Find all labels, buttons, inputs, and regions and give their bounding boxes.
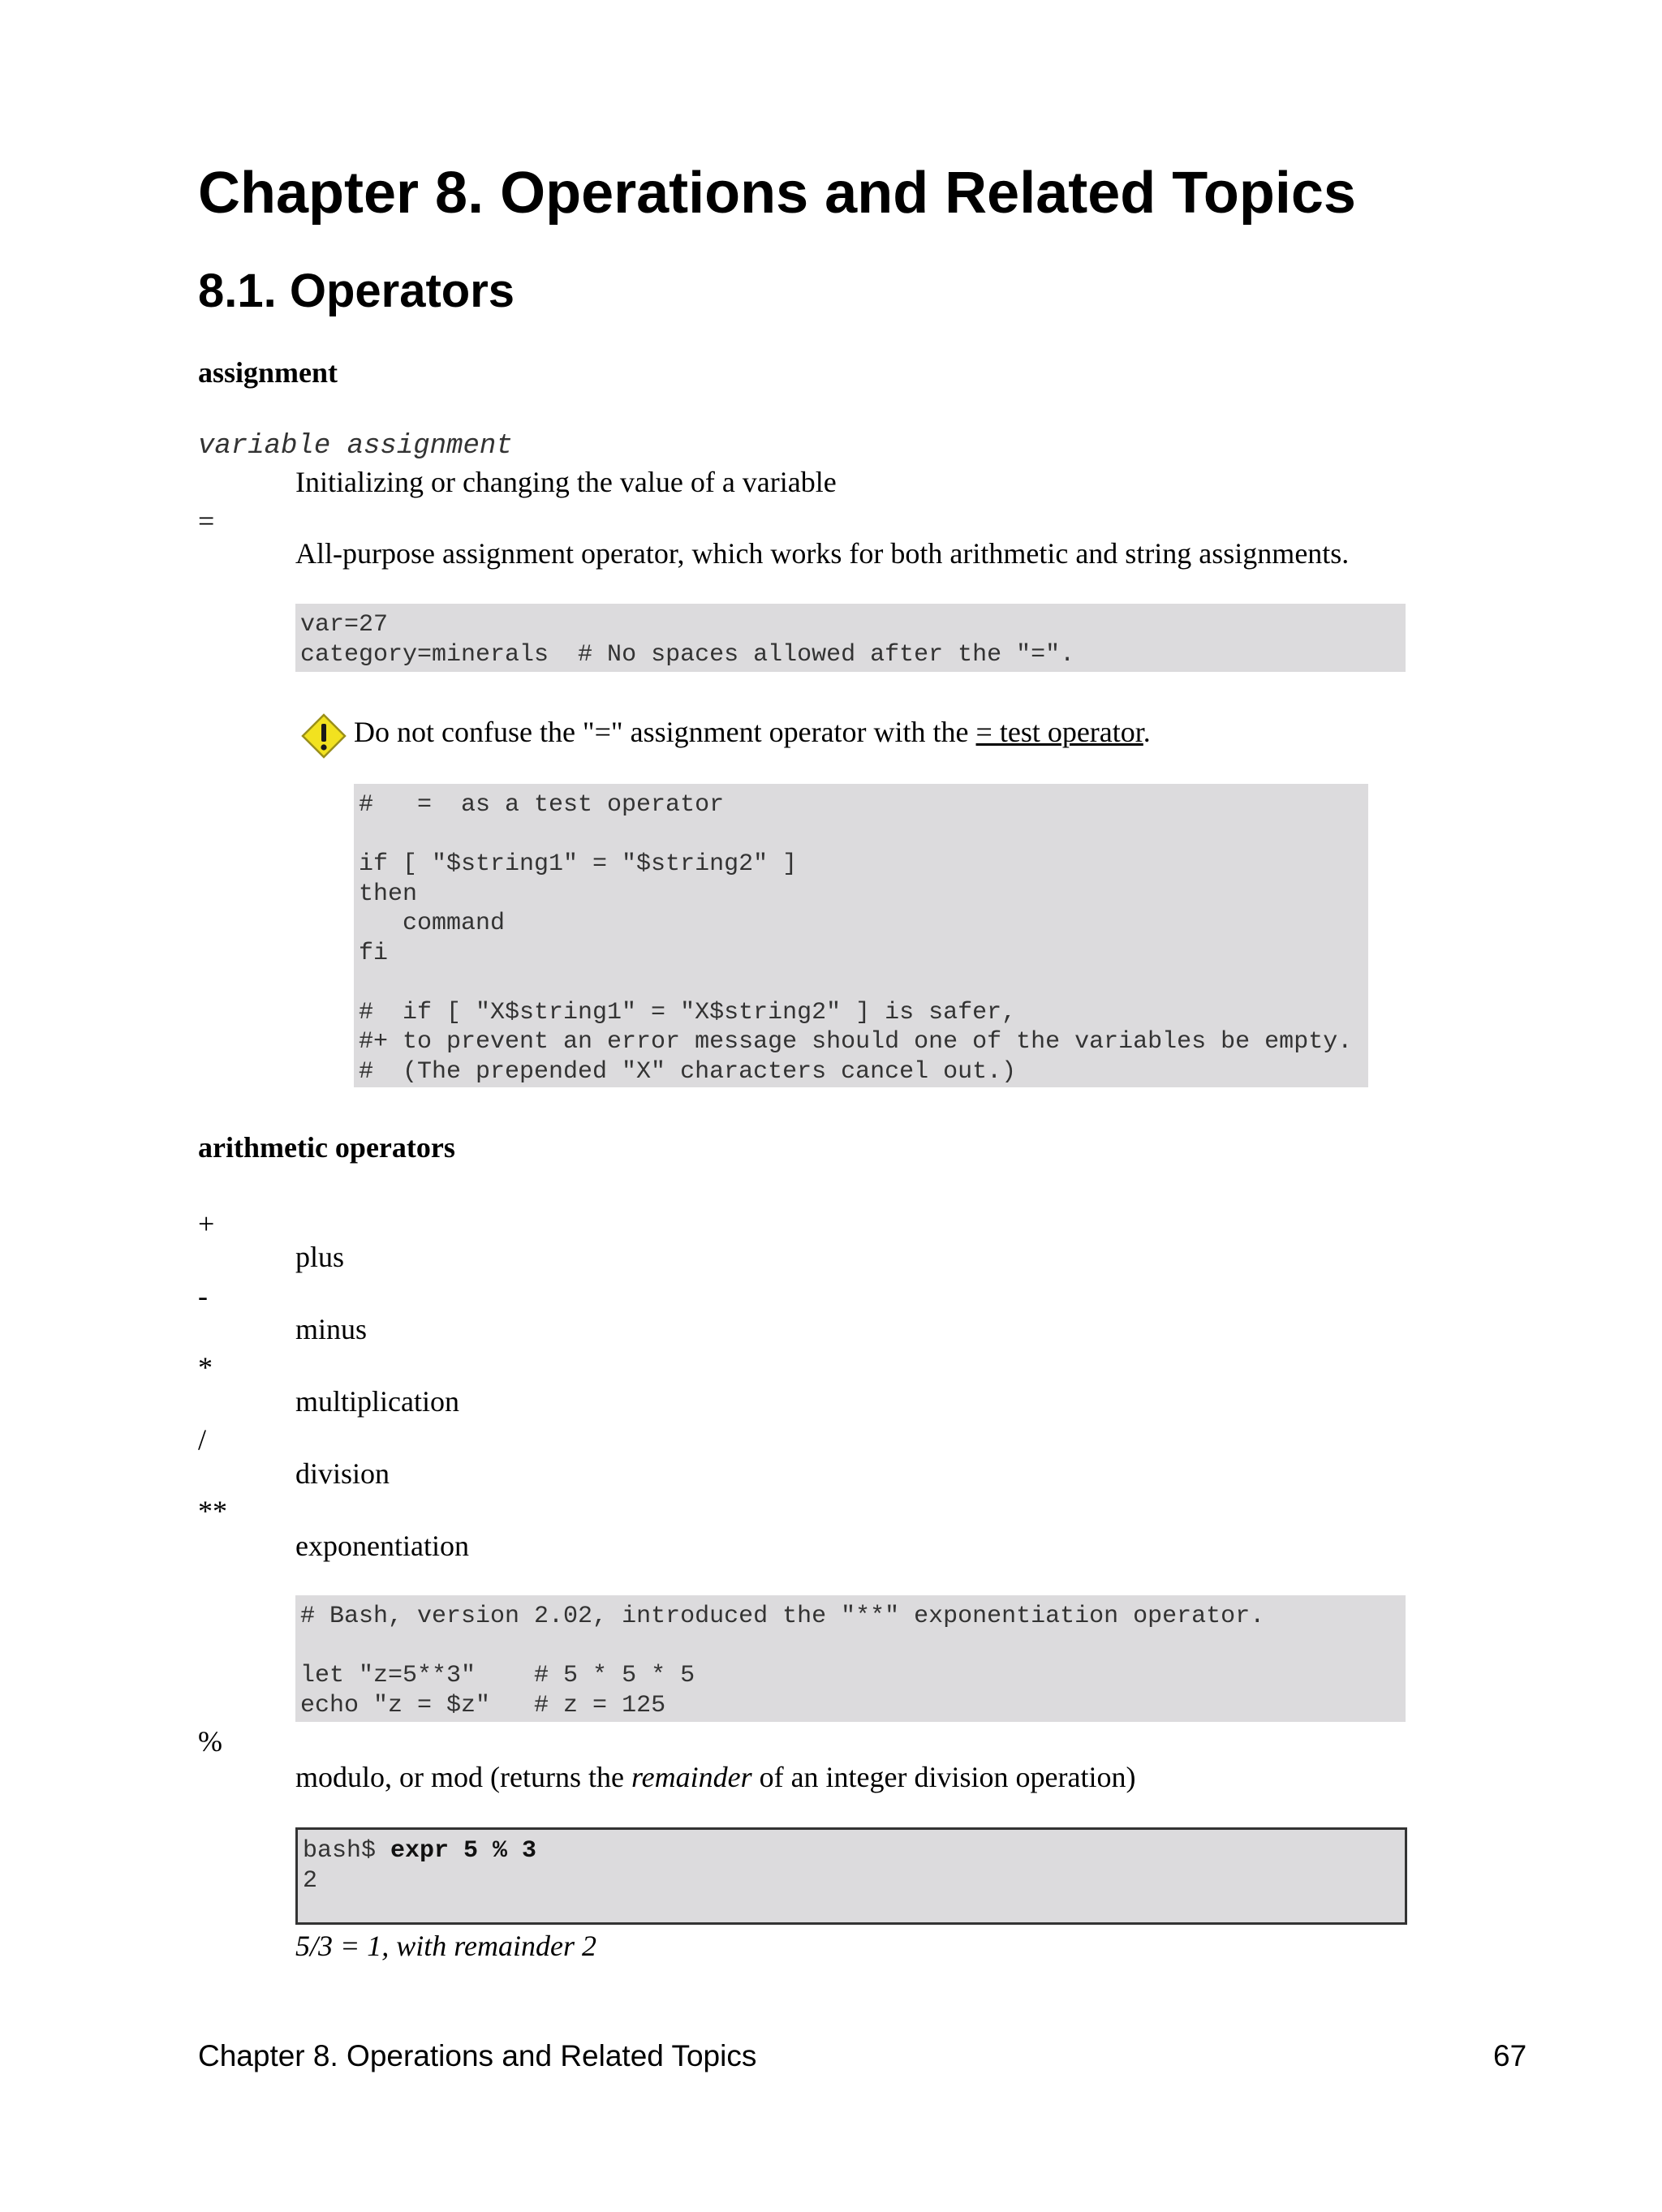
term-equals: = (198, 505, 215, 537)
definition-variable-assignment: Initializing or changing the value of a variable (295, 466, 837, 498)
code-line: let "z=5**3" # 5 * 5 * 5 (300, 1662, 695, 1689)
definition-multiply: multiplication (295, 1385, 459, 1418)
definition-minus: minus (295, 1313, 368, 1345)
code-line: #+ to prevent an error message should one of the variables be empty. (359, 1028, 1353, 1056)
warning-icon (300, 712, 347, 760)
code-line: # = as a test operator (359, 791, 725, 819)
footer-title: Chapter 8. Operations and Related Topics (198, 2039, 757, 2072)
code-block-test-operator (354, 784, 1368, 1087)
assignment-heading: assignment (198, 356, 338, 389)
modulo-emphasis: remainder (631, 1761, 752, 1793)
definition-divide: division (295, 1457, 390, 1490)
chapter-title: Chapter 8. Operations and Related Topics (198, 161, 1356, 226)
term-divide: / (198, 1423, 207, 1456)
code-line: echo "z = $z" # z = 125 (300, 1691, 666, 1719)
code-block-exponent (295, 1595, 1406, 1722)
code-line (359, 968, 1363, 998)
test-operator-link[interactable]: = test operator (975, 716, 1143, 748)
code-line (359, 820, 1363, 850)
terminal-block-modulo (295, 1827, 1407, 1925)
code-line (300, 1632, 1401, 1662)
shell-command: expr 5 % 3 (390, 1837, 537, 1865)
terminal-output: 2 (303, 1866, 318, 1895)
shell-prompt: bash$ (303, 1837, 391, 1865)
code-line: fi (359, 939, 389, 967)
modulo-text-end: of an integer division operation) (751, 1761, 1136, 1793)
definition-modulo (295, 1759, 1135, 1795)
code-line: var=27 (300, 611, 389, 639)
term-variable-assignment: variable assignment (198, 431, 513, 462)
definition-equals: All-purpose assignment operator, which works for both arithmetic and string assignments. (295, 537, 1350, 570)
modulo-caption: 5/3 = 1, with remainder 2 (295, 1930, 596, 1962)
term-modulo: % (198, 1725, 222, 1758)
warning-note (354, 714, 1151, 750)
code-block-assignment (295, 604, 1406, 672)
modulo-text: modulo, or mod (returns the (295, 1761, 631, 1793)
term-exponent: ** (198, 1495, 227, 1527)
section-title: 8.1. Operators (198, 265, 515, 317)
warning-text-end: . (1143, 716, 1151, 748)
term-minus: - (198, 1280, 208, 1312)
code-line: command (359, 910, 506, 937)
definition-exponent: exponentiation (295, 1530, 469, 1562)
term-plus: + (198, 1207, 215, 1240)
warning-text: Do not confuse the "=" assignment operator with the (354, 716, 976, 748)
code-line: # if [ "X$string1" = "X$string2" ] is safer, (359, 998, 1017, 1026)
code-line: # (The prepended "X" characters cancel out.) (359, 1057, 1017, 1086)
term-multiply: * (198, 1351, 213, 1384)
definition-plus: plus (295, 1241, 345, 1273)
page-number: 67 (1493, 2039, 1527, 2072)
arithmetic-heading: arithmetic operators (198, 1131, 455, 1164)
code-line: if [ "$string1" = "$string2" ] (359, 850, 798, 878)
code-line: then (359, 880, 418, 908)
terminal-line (303, 1836, 1400, 1866)
code-line: # Bash, version 2.02, introduced the "**" exponentiation operator. (300, 1603, 1265, 1630)
code-line: category=minerals # No spaces allowed after the "=". (300, 640, 1075, 669)
